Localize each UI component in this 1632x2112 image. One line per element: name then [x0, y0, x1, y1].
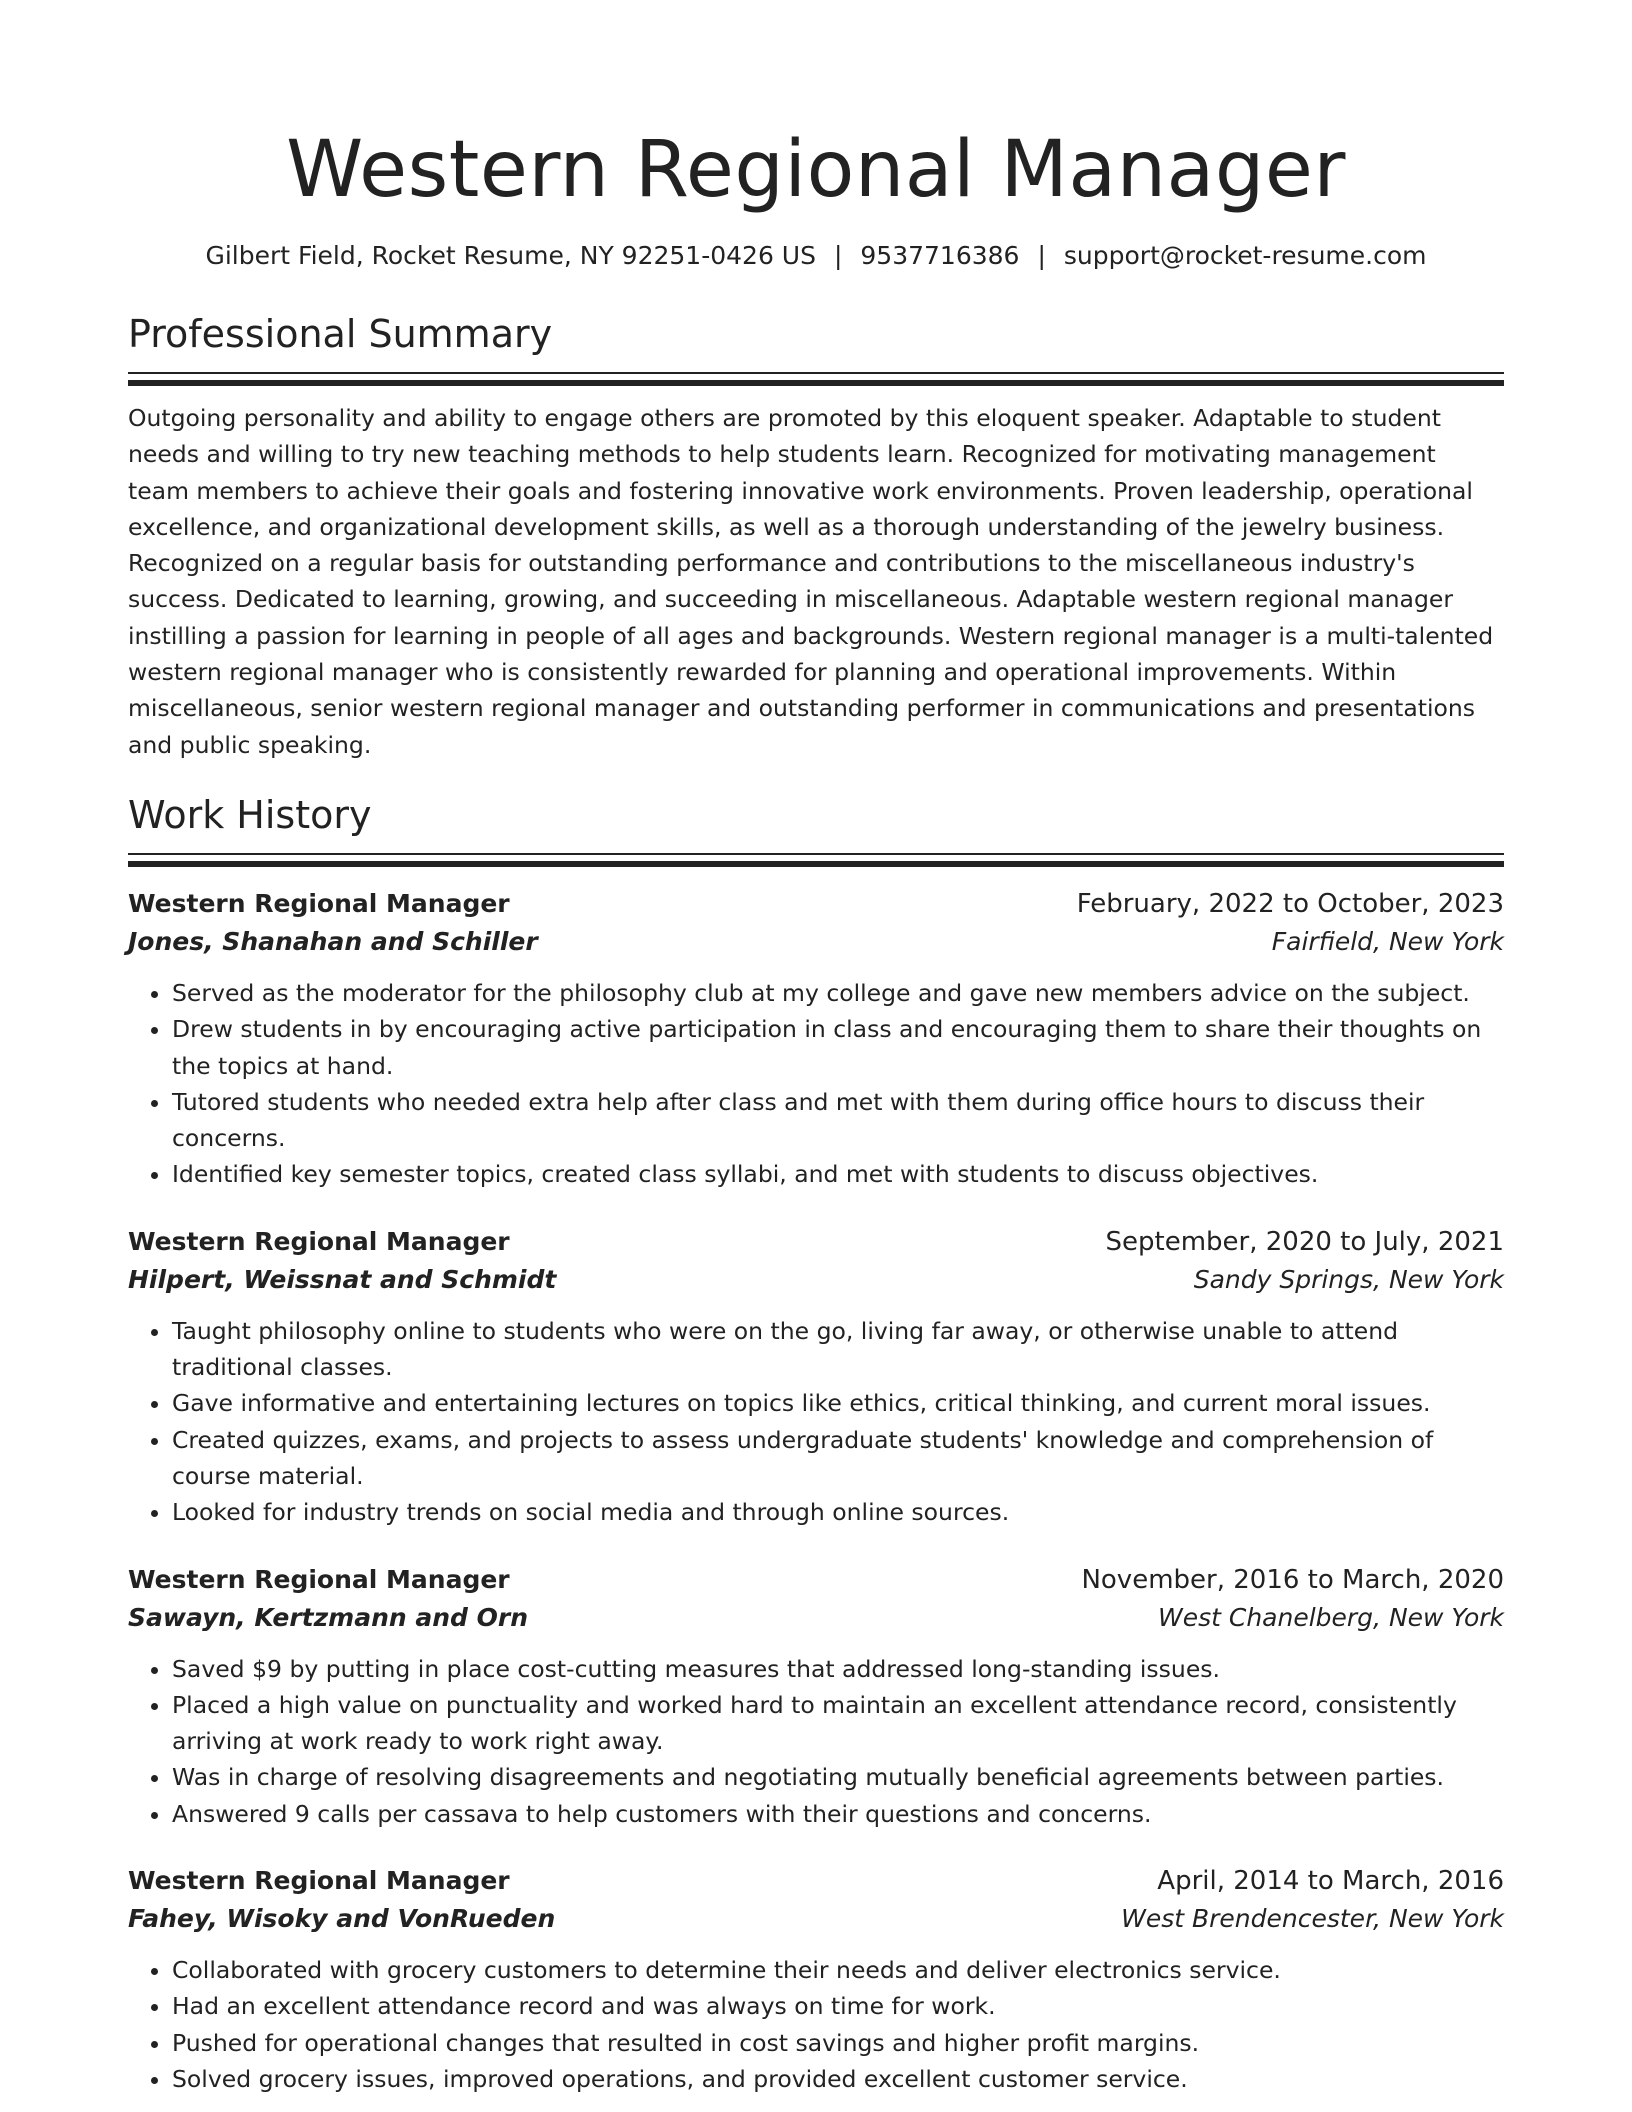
job-bullet: • Identified key semester topics, created class syllabi, and met with students to discuss objectives.: [172, 1156, 1504, 1192]
summary-text: Outgoing personality and ability to engage others are promoted by this eloquent speaker. Adaptable to student needs and willing to try new teaching methods to help students learn. Recognized for motivating management team members to achieve their goals and fostering innovative work environments. Proven leadership, operational excellence, and organizational development skills, as well as a thorough understanding of the jewelry business. Recognized on a regular basis for outstanding performance and contributions to the miscellaneous industry's success. Dedicated to learning, growing, and succeeding in miscellaneous. Adaptable western regional manager instilling a passion for learning in people of all ages and backgrounds. Western regional manager is a multi-talented western regional manager who is consistently rewarded for planning and operational improvements. Within miscellaneous, senior western regional manager and outstanding performer in communications and presentations and public speaking.: [128, 404, 1494, 759]
job-bullet: • Looked for industry trends on social media and through online sources.: [172, 1494, 1504, 1530]
job-bullet: • Placed a high value on punctuality and worked hard to maintain an excellent attendance record, consistently arriving at work ready to work right away.: [172, 1687, 1504, 1760]
job-bullet: • Had an excellent attendance record and was always on time for work.: [172, 1988, 1504, 2024]
job-header-row: [128, 885, 1504, 923]
section-divider-thick: [128, 380, 1504, 386]
contact-separator: |: [1037, 241, 1046, 270]
resume-name: Western Regional Manager: [286, 125, 1346, 215]
job-company-row: [128, 1261, 1504, 1299]
job-bullet: • Collaborated with grocery customers to determine their needs and deliver electronics service.: [172, 1952, 1504, 1988]
job-bullet: • Saved $9 by putting in place cost-cutting measures that addressed long-standing issues.: [172, 1651, 1504, 1687]
contact-address: Gilbert Field, Rocket Resume, NY 92251-0426 US: [205, 241, 816, 270]
contact-phone: 9537716386: [860, 241, 1020, 270]
job-bullet: • Drew students in by encouraging active participation in class and encouraging them to share their thoughts on the topics at hand.: [172, 1011, 1504, 1084]
section-title-summary: Professional Summary: [128, 312, 553, 356]
job-bullet: • Was in charge of resolving disagreements and negotiating mutually beneficial agreements between parties.: [172, 1759, 1504, 1795]
job-entry: [128, 1862, 1504, 2097]
job-bullet: • Answered 9 calls per cassava to help customers with their questions and concerns.: [172, 1796, 1504, 1832]
job-bullet-list: [128, 1952, 1504, 2097]
section-divider-thin: [128, 372, 1504, 374]
job-title: Western Regional Manager: [128, 1226, 510, 1256]
job-company-row: [128, 923, 1504, 961]
job-title: Western Regional Manager: [128, 888, 510, 918]
job-dates: September, 2020 to July, 2021: [1105, 1226, 1504, 1257]
job-entry: [128, 1561, 1504, 1832]
professional-summary-section: [128, 310, 1504, 763]
job-bullet-list: [128, 1313, 1504, 1531]
job-dates: February, 2022 to October, 2023: [1076, 888, 1504, 919]
section-title-work-history: Work History: [128, 792, 372, 837]
resume-page: [128, 0, 1504, 2097]
job-bullet: • Pushed for operational changes that resulted in cost savings and higher profit margins.: [172, 2025, 1504, 2061]
job-bullet-list: [128, 1651, 1504, 1832]
job-bullet: • Tutored students who needed extra help after class and met with them during office hours to discuss their concerns.: [172, 1084, 1504, 1157]
job-company: Fahey, Wisoky and VonRueden: [128, 1904, 556, 1934]
job-header-row: [128, 1561, 1504, 1599]
job-title: Western Regional Manager: [128, 1866, 510, 1896]
section-divider-thin: [128, 853, 1504, 855]
job-location: West Brendencester, New York: [1121, 1904, 1504, 1934]
job-company-row: [128, 1599, 1504, 1637]
job-bullet: • Created quizzes, exams, and projects to assess undergraduate students' knowledge and comprehension of course material.: [172, 1422, 1504, 1495]
job-company: Jones, Shanahan and Schiller: [128, 926, 538, 956]
job-bullet: • Solved grocery issues, improved operations, and provided excellent customer service.: [172, 2061, 1504, 2097]
job-entry: [128, 1223, 1504, 1531]
work-history-section: [128, 791, 1504, 2097]
job-bullet-list: [128, 975, 1504, 1193]
contact-email: support@rocket-resume.com: [1063, 241, 1427, 270]
job-company-row: [128, 1900, 1504, 1938]
job-location: Fairfield, New York: [1271, 926, 1504, 956]
job-company: Hilpert, Weissnat and Schmidt: [128, 1264, 557, 1294]
job-bullet: • Served as the moderator for the philosophy club at my college and gave new members advice on the subject.: [172, 975, 1504, 1011]
contact-line: [128, 240, 1504, 272]
job-location: Sandy Springs, New York: [1193, 1264, 1504, 1294]
section-divider-thick: [128, 861, 1504, 867]
job-entry: [128, 885, 1504, 1193]
job-dates: November, 2016 to March, 2020: [1081, 1564, 1504, 1595]
job-bullet: • Gave informative and entertaining lectures on topics like ethics, critical thinking, and current moral issues.: [172, 1385, 1504, 1421]
job-location: West Chanelberg, New York: [1157, 1602, 1504, 1632]
job-dates: April, 2014 to March, 2016: [1157, 1866, 1504, 1897]
job-title: Western Regional Manager: [128, 1564, 510, 1594]
job-header-row: [128, 1862, 1504, 1900]
job-company: Sawayn, Kertzmann and Orn: [128, 1602, 529, 1632]
job-bullet: • Taught philosophy online to students who were on the go, living far away, or otherwise unable to attend traditional classes.: [172, 1313, 1504, 1386]
contact-separator: |: [833, 241, 843, 270]
job-header-row: [128, 1223, 1504, 1261]
